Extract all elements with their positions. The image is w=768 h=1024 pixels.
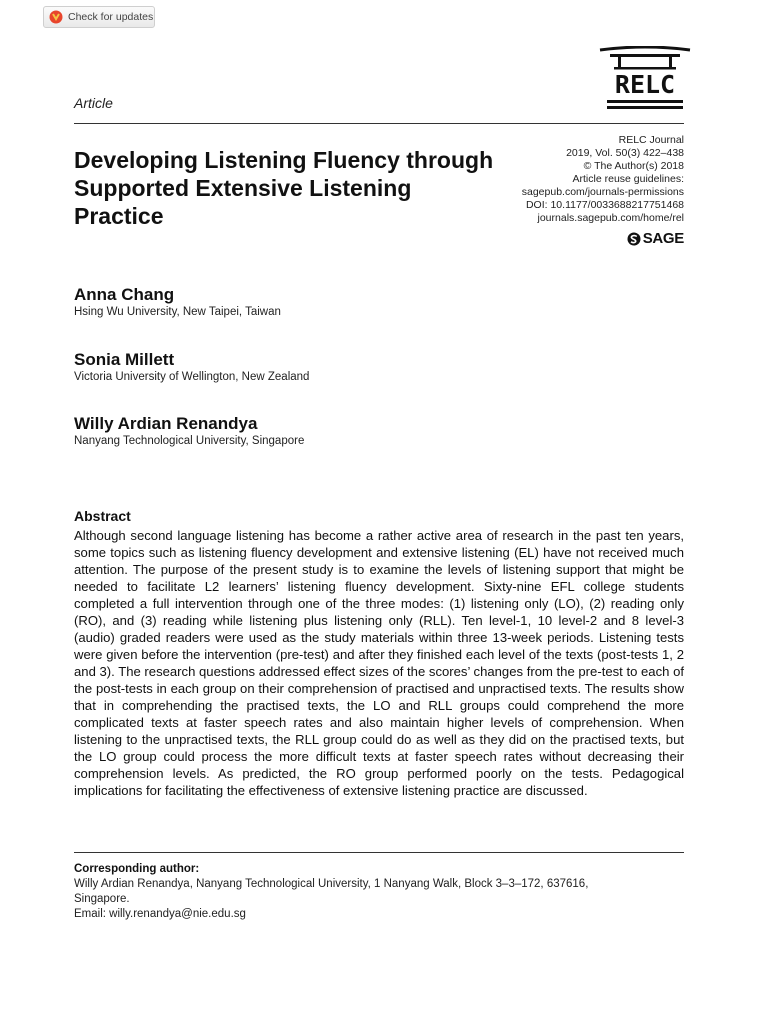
footnote-divider xyxy=(74,852,684,853)
corresponding-heading: Corresponding author: xyxy=(74,863,200,875)
article-type: Article xyxy=(74,95,113,111)
sage-logo xyxy=(627,230,684,247)
crossmark-icon xyxy=(49,10,63,24)
author-name: Anna Chang xyxy=(74,285,175,304)
journal-volume: 2019, Vol. 50(3) 422–438 xyxy=(566,147,684,159)
corresponding-country: Singapore. xyxy=(74,893,130,905)
author-block xyxy=(74,414,304,449)
author-affiliation: Victoria University of Wellington, New Zealand xyxy=(74,371,310,383)
author-affiliation: Nanyang Technological University, Singapore xyxy=(74,435,305,447)
journal-info xyxy=(424,134,684,225)
check-for-updates-label: Check for updates xyxy=(68,11,154,23)
author-name: Sonia Millett xyxy=(74,350,175,369)
journal-name: RELC Journal xyxy=(618,134,684,146)
author-block xyxy=(74,350,309,385)
corresponding-email[interactable]: Email: willy.renandya@nie.edu.sg xyxy=(74,908,246,920)
sage-logo-text: SAGE xyxy=(642,230,684,247)
abstract-text: Although second language listening has become a rather active area of research in the past ten years, some topics such as listening fluency development and extensive listening (EL) have not received much attention. The purpose of the present study is to examine the levels of listening support that might be needed to facilitate L2 learners’ listening fluency development. Sixty-nine EFL college students completed a full intervention through one of the three modes: (1) listening only (LO), (2) reading only (RO), and (3) reading while listening plus listening only (RLL). Ten level-1, 10 level-2 and 8 level-3 (audio) graded readers were used as the study materials within three 13-week periods. Listening tests were given before the intervention (pre-test) and after they finished each level of the texts (post-tests 1, 2 and 3). The research questions addressed effect sizes of the scores’ changes from the pre-test to each of the post-tests in each group on their comprehension of practised and unpractised texts. The results show that in comprehending the practised texts, the LO and RLL groups could comprehend the more complicated texts at faster speech rates and also maintain higher levels of comprehension. When listening to the unpractised texts, the RLL group could do as well as they did on the practised texts, but the LO group could process the more difficult texts at faster speech rates without decreasing their comprehension levels. As predicted, the RO group performed poorly on the tests. Pedagogical implications for facilitating the effectiveness of extensive listening practice are discussed. xyxy=(74,528,684,798)
sage-mark-icon xyxy=(627,232,641,246)
reuse-link[interactable]: sagepub.com/journals-permissions xyxy=(521,186,684,198)
author-block xyxy=(74,285,281,320)
author-affiliation: Hsing Wu University, New Taipei, Taiwan xyxy=(74,306,281,318)
copyright: © The Author(s) 2018 xyxy=(583,160,684,172)
header-divider xyxy=(74,123,684,124)
relc-logo xyxy=(598,46,692,112)
author-name: Willy Ardian Renandya xyxy=(74,414,258,433)
reuse-label: Article reuse guidelines: xyxy=(572,173,684,185)
abstract-heading: Abstract xyxy=(74,508,131,524)
relc-logo-text: RELC xyxy=(614,70,676,99)
doi-link[interactable]: DOI: 10.1177/0033688217751468 xyxy=(525,199,684,211)
article-title: Developing Listening Fluency through Supported Extensive Listening Practice xyxy=(74,147,494,229)
check-for-updates-button[interactable] xyxy=(43,6,155,28)
corresponding-author xyxy=(74,862,684,922)
journal-link[interactable]: journals.sagepub.com/home/rel xyxy=(537,212,684,224)
corresponding-address: Willy Ardian Renandya, Nanyang Technological University, 1 Nanyang Walk, Block 3–3–172, 637616, xyxy=(74,878,589,890)
